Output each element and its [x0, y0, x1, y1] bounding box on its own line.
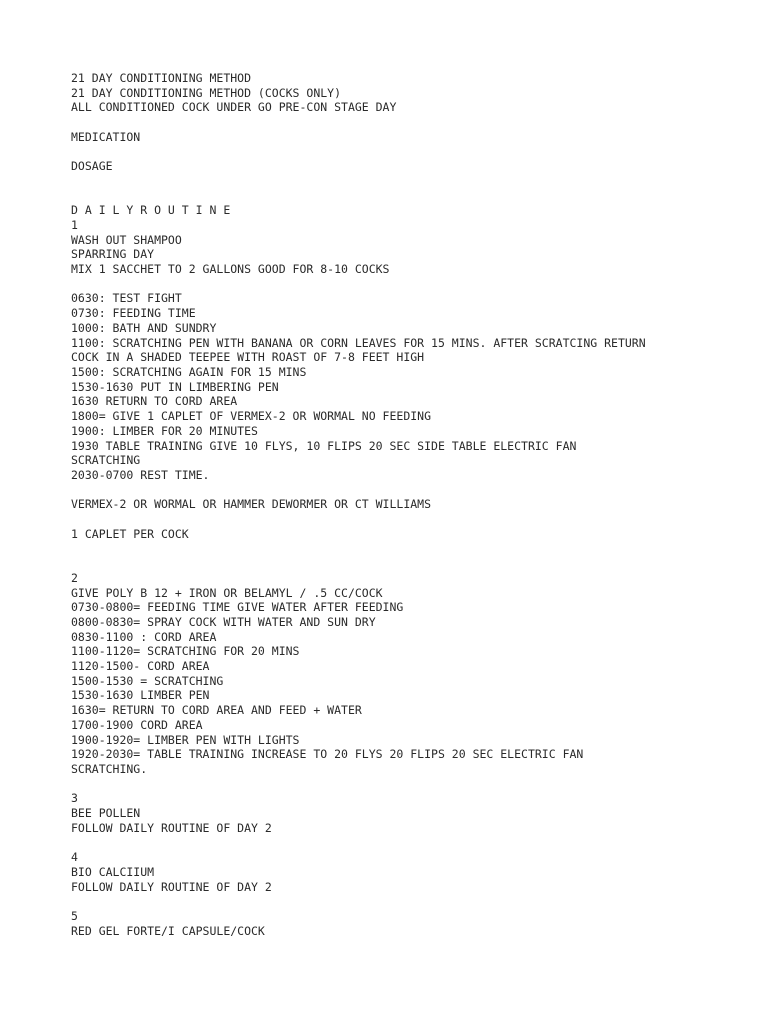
- routine-line: 0630: TEST FIGHT: [71, 291, 182, 306]
- routine-line: SCRATCHING.: [71, 761, 148, 776]
- day-number: 5: [71, 908, 78, 923]
- day-5-section: [71, 909, 751, 938]
- routine-line: 1100-1120= SCRATCHING FOR 20 MINS: [71, 644, 300, 659]
- routine-line: 1530-1630 LIMBER PEN: [71, 688, 210, 703]
- routine-line: 1630 RETURN TO CORD AREA: [71, 394, 238, 409]
- routine-line: 0730: FEEDING TIME: [71, 306, 196, 321]
- medication-heading: MEDICATION: [71, 129, 141, 144]
- daily-routine-heading: D A I L Y R O U T I N E: [71, 203, 231, 218]
- routine-line: 1500-1530 = SCRATCHING: [71, 673, 224, 688]
- day-2-section: [71, 571, 751, 777]
- day-number: 2: [71, 570, 78, 585]
- routine-line: 0800-0830= SPRAY COCK WITH WATER AND SUN DRY: [71, 614, 376, 629]
- routine-line: 2030-0700 REST TIME.: [71, 467, 210, 482]
- routine-line: GIVE POLY B 12 + IRON OR BELAMYL / .5 CC/COCK: [71, 585, 383, 600]
- routine-line: 0830-1100 : CORD AREA: [71, 629, 217, 644]
- day-number: 4: [71, 850, 78, 865]
- day-3-medication: BEE POLLEN: [71, 806, 141, 821]
- routine-line: 1000: BATH AND SUNDRY: [71, 320, 217, 335]
- routine-line: 0730-0800= FEEDING TIME GIVE WATER AFTER FEEDING: [71, 600, 404, 615]
- day-4-medication: BIO CALCIIUM: [71, 864, 155, 879]
- day-1-mix-instruction: MIX 1 SACCHET TO 2 GALLONS GOOD FOR 8-10 COCKS: [71, 262, 390, 277]
- day-4-routine: FOLLOW DAILY ROUTINE OF DAY 2: [71, 879, 272, 894]
- day-5-medication: RED GEL FORTE/I CAPSULE/COCK: [71, 923, 265, 938]
- day-1-activity: SPARRING DAY: [71, 247, 155, 262]
- routine-line: 1530-1630 PUT IN LIMBERING PEN: [71, 379, 279, 394]
- routine-line: SCRATCHING: [71, 453, 141, 468]
- day-3-routine: FOLLOW DAILY ROUTINE OF DAY 2: [71, 820, 272, 835]
- day-1-medication: WASH OUT SHAMPOO: [71, 232, 182, 247]
- document-intro: ALL CONDITIONED COCK UNDER GO PRE-CON STAGE DAY: [71, 100, 397, 115]
- dosage-heading: DOSAGE: [71, 159, 113, 174]
- routine-line: 1120-1500- CORD AREA: [71, 659, 210, 674]
- day-4-section: [71, 850, 751, 894]
- routine-line: COCK IN A SHADED TEEPEE WITH ROAST OF 7-8 FEET HIGH: [71, 350, 425, 365]
- day-1-dewormer: VERMEX-2 OR WORMAL OR HAMMER DEWORMER OR CT WILLIAMS: [71, 497, 432, 512]
- routine-line: 1930 TABLE TRAINING GIVE 10 FLYS, 10 FLIPS 20 SEC SIDE TABLE ELECTRIC FAN: [71, 438, 577, 453]
- day-1-section: [71, 218, 751, 541]
- routine-line: 1800= GIVE 1 CAPLET OF VERMEX-2 OR WORMAL NO FEEDING: [71, 409, 432, 424]
- routine-line: 1900-1920= LIMBER PEN WITH LIGHTS: [71, 732, 300, 747]
- routine-line: 1630= RETURN TO CORD AREA AND FEED + WATER: [71, 703, 362, 718]
- routine-line: 1100: SCRATCHING PEN WITH BANANA OR CORN LEAVES FOR 15 MINS. AFTER SCRATCING RETURN: [71, 335, 646, 350]
- routine-line: 1500: SCRATCHING AGAIN FOR 15 MINS: [71, 365, 307, 379]
- day-number: 1: [71, 217, 78, 232]
- document-title: 21 DAY CONDITIONING METHOD: [71, 71, 252, 85]
- day-3-section: [71, 791, 751, 835]
- routine-line: 1700-1900 CORD AREA: [71, 717, 203, 732]
- routine-line: 1920-2030= TABLE TRAINING INCREASE TO 20 FLYS 20 FLIPS 20 SEC ELECTRIC FAN: [71, 747, 584, 762]
- day-1-dose: 1 CAPLET PER COCK: [71, 526, 189, 541]
- document-page: [71, 71, 751, 938]
- routine-line: 1900: LIMBER FOR 20 MINUTES: [71, 423, 258, 438]
- document-subtitle: 21 DAY CONDITIONING METHOD (COCKS ONLY): [71, 85, 342, 100]
- day-number: 3: [71, 791, 78, 806]
